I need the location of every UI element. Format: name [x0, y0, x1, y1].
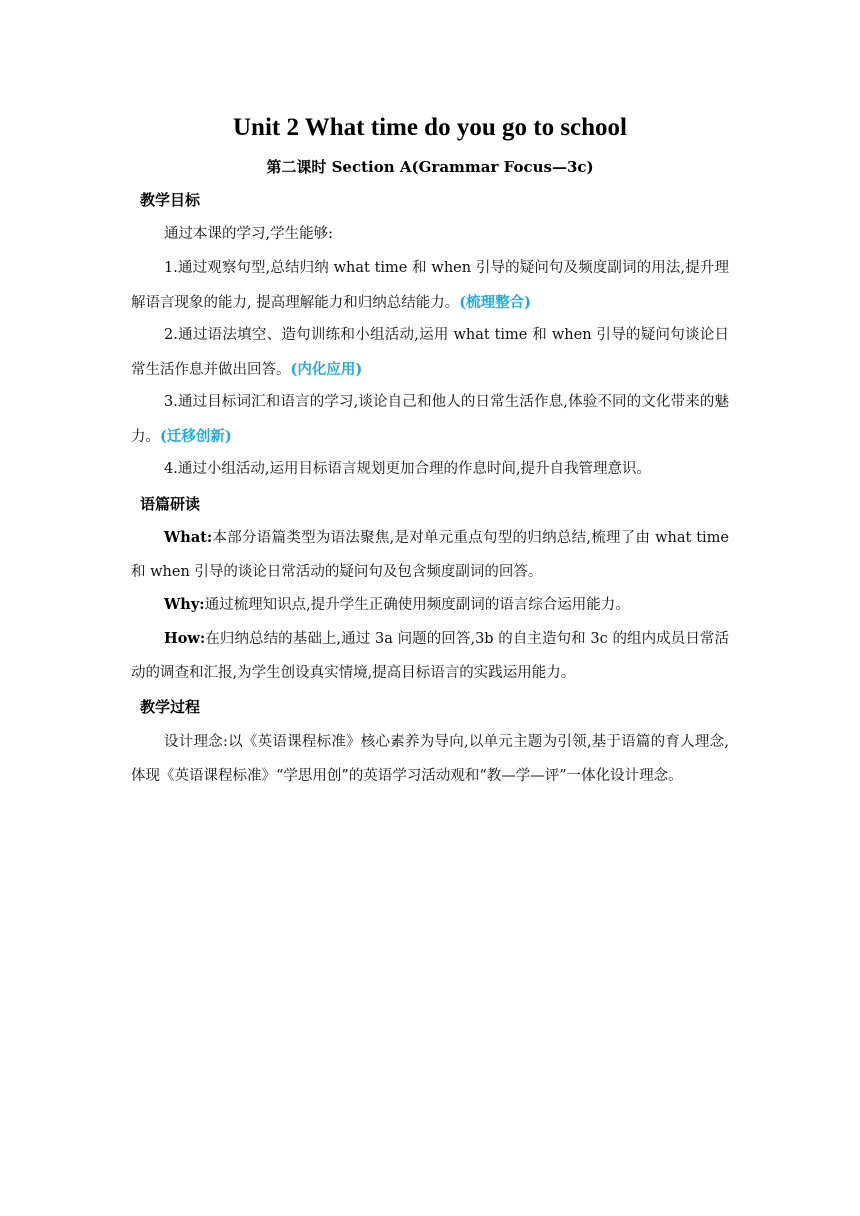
goal-item-2-tag: (内化应用)	[290, 360, 363, 378]
section-heading-reading: 语篇研读	[140, 495, 201, 513]
reading-what	[131, 521, 729, 589]
reading-what-text: 本部分语篇类型为语法聚焦,是对单元重点句型的归纳总结,梳理了由 what time 和 when 引导的谈论日常活动的疑问句及包含频度副词的回答。	[131, 530, 729, 580]
lesson-subtitle: 第二课时 Section A(Grammar Focus—3c)	[266, 158, 594, 176]
section-heading-process: 教学过程	[140, 698, 201, 716]
reading-why-text: 通过梳理知识点,提升学生正确使用频度副词的语言综合运用能力。	[204, 597, 630, 613]
goal-item-1-tag: (梳理整合)	[459, 293, 531, 311]
goal-item-1-text: 1.通过观察句型,总结归纳 what time 和 when 引导的疑问句及频度副词的用法,提升理解语言现象的能力, 提高理解能力和归纳总结能力。	[131, 260, 729, 311]
reading-what-label: What:	[164, 529, 213, 546]
reading-how	[131, 622, 729, 690]
goal-item-2	[131, 319, 729, 387]
goal-item-2-text: 2.通过语法填空、造句训练和小组活动,运用 what time 和 when 引导的疑问句谈论日常生活作息并做出回答。	[131, 327, 729, 378]
goal-item-3-text: 3.通过目标词汇和语言的学习,谈论自己和他人的日常生活作息,体验不同的文化带来的魅力。	[131, 394, 729, 445]
reading-how-label: How:	[164, 630, 206, 647]
reading-why-label: Why:	[164, 596, 205, 613]
goals-intro: 通过本课的学习,学生能够:	[164, 226, 333, 242]
reading-why	[131, 588, 729, 623]
section-heading-goals: 教学目标	[140, 191, 201, 209]
goal-item-3	[131, 386, 729, 454]
goal-item-1	[131, 252, 729, 320]
page-title: Unit 2 What time do you go to school	[232, 114, 627, 141]
goal-item-4: 4.通过小组活动,运用目标语言规划更加合理的作息时间,提升自我管理意识。	[164, 461, 652, 477]
process-design-concept: 设计理念:以《英语课程标准》核心素养为导向,以单元主题为引领,基于语篇的育人理念,体现《英语课程标准》“学思用创”的英语学习活动观和“教—学—评”一体化设计理念。	[131, 734, 729, 784]
reading-how-text: 在归纳总结的基础上,通过 3a 问题的回答,3b 的自主造句和 3c 的组内成员日常活动的调查和汇报,为学生创设真实情境,提高目标语言的实践运用能力。	[131, 631, 729, 681]
goal-item-3-tag: (迁移创新)	[160, 427, 232, 445]
